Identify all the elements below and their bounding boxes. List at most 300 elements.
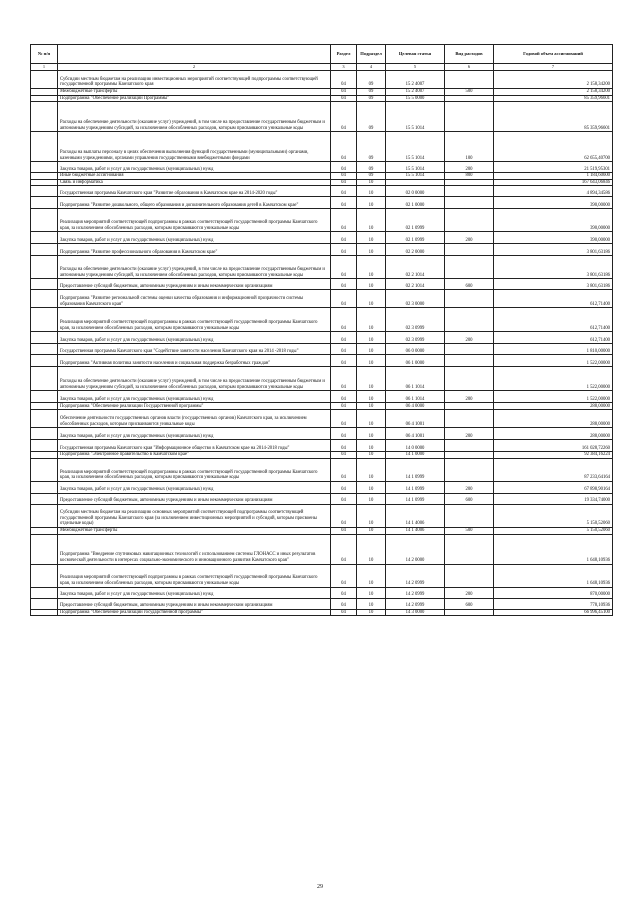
row-name: Закупка товаров, работ и услуг для государственных (муниципальных) нужд bbox=[58, 481, 331, 493]
table-row bbox=[31, 186, 613, 197]
table-row bbox=[31, 527, 613, 534]
table-row bbox=[31, 344, 613, 355]
row-name: Подпрограмма "Развитие региональной системы оценки качества образования и информационной прозрачности системы образования Камчатского края" bbox=[58, 290, 331, 308]
table-row bbox=[31, 534, 613, 564]
row-num bbox=[31, 504, 58, 527]
header-podrazdel: Подраздел bbox=[357, 45, 386, 64]
row-amount: 1 184,60600 bbox=[494, 173, 613, 180]
row-expense-type bbox=[445, 186, 494, 197]
row-num bbox=[31, 403, 58, 410]
row-expense-type bbox=[445, 71, 494, 89]
row-razdel: 04 bbox=[331, 179, 357, 186]
row-razdel: 04 bbox=[331, 95, 357, 102]
row-num bbox=[31, 197, 58, 209]
row-num bbox=[31, 452, 58, 459]
row-target-article: 02 0 0000 bbox=[386, 186, 445, 197]
row-podrazdel: 10 bbox=[357, 440, 386, 452]
row-expense-type bbox=[445, 355, 494, 367]
header-row bbox=[31, 45, 613, 64]
row-amount: 612,71400 bbox=[494, 290, 613, 308]
table-row bbox=[31, 609, 613, 616]
row-name: Государственная программа Камчатского края "Содействие занятости населения Камчатского края на 2014 -2018 годы" bbox=[58, 344, 331, 355]
row-num bbox=[31, 410, 58, 428]
table-row bbox=[31, 504, 613, 527]
row-num bbox=[31, 279, 58, 290]
row-podrazdel: 10 bbox=[357, 609, 386, 616]
row-expense-type bbox=[445, 452, 494, 459]
row-num bbox=[31, 186, 58, 197]
row-name: Подпрограмма "Обеспечение реализации Программы" bbox=[58, 95, 331, 102]
row-name: Закупка товаров, работ и услуг для государственных (муниципальных) нужд bbox=[58, 428, 331, 440]
column-number-row bbox=[31, 64, 613, 71]
row-podrazdel: 10 bbox=[357, 598, 386, 609]
row-num bbox=[31, 440, 58, 452]
column-number: 1 bbox=[31, 64, 58, 71]
row-podrazdel: 10 bbox=[357, 410, 386, 428]
row-num bbox=[31, 290, 58, 308]
row-name: Подпрограмма "Развитие дошкольного, общего образования и дополнительного образования детей в Камчатском крае" bbox=[58, 197, 331, 209]
header-target-article: Целевая статья bbox=[386, 45, 445, 64]
row-razdel: 04 bbox=[331, 355, 357, 367]
table-row bbox=[31, 102, 613, 132]
row-name: Закупка товаров, работ и услуг для государственных (муниципальных) нужд bbox=[58, 232, 331, 244]
row-razdel: 04 bbox=[331, 186, 357, 197]
row-razdel: 04 bbox=[331, 290, 357, 308]
row-name: Реализация мероприятий соответствующей подпрограммы в рамках соответствующей государственной программы Камчатского края, за исключением обособленных расходов, которым присваиваются уникальные коды bbox=[58, 458, 331, 481]
row-razdel: 04 bbox=[331, 244, 357, 256]
row-name: Реализация мероприятий соответствующей подпрограммы в рамках соответствующей государственной программы Камчатского края, за исключением обособленных расходов, которым присваиваются уникальные коды bbox=[58, 209, 331, 232]
row-podrazdel: 09 bbox=[357, 71, 386, 89]
row-name: Подпрограмма "Электронное правительство в Камчатском крае" bbox=[58, 452, 331, 459]
row-amount: 612,71400 bbox=[494, 332, 613, 344]
row-name: Предоставление субсидий бюджетным, автономным учреждениям и иным некоммерческим организациям bbox=[58, 493, 331, 504]
row-num bbox=[31, 95, 58, 102]
row-expense-type: 500 bbox=[445, 527, 494, 534]
row-name: Реализация мероприятий соответствующей подпрограммы в рамках соответствующей государственной программы Камчатского края, за исключением обособленных расходов, которым присваиваются уникальные коды bbox=[58, 308, 331, 332]
row-podrazdel: 10 bbox=[357, 355, 386, 367]
row-amount: 1 522,00000 bbox=[494, 391, 613, 403]
row-amount: 1 648,10936 bbox=[494, 534, 613, 564]
row-razdel: 04 bbox=[331, 598, 357, 609]
row-podrazdel: 09 bbox=[357, 132, 386, 162]
row-razdel: 04 bbox=[331, 410, 357, 428]
row-razdel: 04 bbox=[331, 332, 357, 344]
row-target-article: 14 1 0000 bbox=[386, 452, 445, 459]
table-row bbox=[31, 391, 613, 403]
table-body bbox=[31, 71, 613, 616]
row-expense-type bbox=[445, 534, 494, 564]
row-target-article: 02 3 0999 bbox=[386, 308, 445, 332]
table-row bbox=[31, 179, 613, 186]
row-razdel: 04 bbox=[331, 458, 357, 481]
table-row bbox=[31, 332, 613, 344]
row-num bbox=[31, 527, 58, 534]
row-expense-type: 500 bbox=[445, 89, 494, 96]
row-expense-type bbox=[445, 256, 494, 279]
row-razdel: 04 bbox=[331, 367, 357, 391]
row-name: Предоставление субсидий бюджетным, автономным учреждениям и иным некоммерческим организациям bbox=[58, 598, 331, 609]
row-razdel: 04 bbox=[331, 391, 357, 403]
row-name: Расходы на обеспечение деятельности (оказание услуг) учреждений, в том числе на предоставление государственным бюджетным и автономным учреждениям субсидий, за исключением обособленных расходов, которым присваиваются уникальные коды bbox=[58, 367, 331, 391]
row-podrazdel: 10 bbox=[357, 481, 386, 493]
row-razdel: 04 bbox=[331, 504, 357, 527]
row-name: Закупка товаров, работ и услуг для государственных (муниципальных) нужд bbox=[58, 391, 331, 403]
row-num bbox=[31, 458, 58, 481]
row-expense-type bbox=[445, 564, 494, 587]
row-expense-type bbox=[445, 308, 494, 332]
row-amount: 3 801,63186 bbox=[494, 244, 613, 256]
row-num bbox=[31, 493, 58, 504]
row-razdel: 04 bbox=[331, 481, 357, 493]
row-name: Государственная программа Камчатского края "Развитие образования в Камчатском крае на 2014-2020 годы" bbox=[58, 186, 331, 197]
row-amount: 161 028,72260 bbox=[494, 440, 613, 452]
row-num bbox=[31, 355, 58, 367]
row-name: Закупка товаров, работ и услуг для государственных (муниципальных) нужд bbox=[58, 332, 331, 344]
row-podrazdel: 10 bbox=[357, 493, 386, 504]
row-amount: 390,00000 bbox=[494, 209, 613, 232]
row-num bbox=[31, 179, 58, 186]
row-podrazdel: 10 bbox=[357, 332, 386, 344]
row-name: Межбюджетные трансферты bbox=[58, 527, 331, 534]
row-amount: 4 894,34586 bbox=[494, 186, 613, 197]
row-razdel: 04 bbox=[331, 132, 357, 162]
row-razdel: 04 bbox=[331, 308, 357, 332]
row-razdel: 04 bbox=[331, 173, 357, 180]
row-num bbox=[31, 367, 58, 391]
row-podrazdel: 10 bbox=[357, 244, 386, 256]
row-num bbox=[31, 89, 58, 96]
row-expense-type: 600 bbox=[445, 493, 494, 504]
row-target-article: 06 1 1014 bbox=[386, 367, 445, 391]
row-target-article: 14 1 0999 bbox=[386, 481, 445, 493]
table-row bbox=[31, 162, 613, 173]
row-razdel: 04 bbox=[331, 256, 357, 279]
row-amount: 87 233,64164 bbox=[494, 458, 613, 481]
row-target-article: 02 3 0000 bbox=[386, 290, 445, 308]
row-name: Расходы на обеспечение деятельности (оказание услуг) учреждений, в том числе на предоставление государственным бюджетным и автономным учреждениям субсидий, за исключением обособленных расходов, которым присваиваются уникальные коды bbox=[58, 102, 331, 132]
row-target-article bbox=[386, 179, 445, 186]
table-row bbox=[31, 209, 613, 232]
row-razdel: 04 bbox=[331, 440, 357, 452]
row-expense-type: 200 bbox=[445, 428, 494, 440]
row-name: Расходы на обеспечение деятельности (оказание услуг) учреждений, в том числе на предоставление государственным бюджетным и автономным учреждениям субсидий, за исключением обособленных расходов, которым присваиваются уникальные коды bbox=[58, 256, 331, 279]
row-num bbox=[31, 232, 58, 244]
row-expense-type bbox=[445, 95, 494, 102]
row-podrazdel: 10 bbox=[357, 186, 386, 197]
row-expense-type: 600 bbox=[445, 598, 494, 609]
row-amount: 85 359,96601 bbox=[494, 102, 613, 132]
row-target-article: 06 0 0000 bbox=[386, 344, 445, 355]
row-expense-type bbox=[445, 367, 494, 391]
row-expense-type bbox=[445, 440, 494, 452]
row-podrazdel: 10 bbox=[357, 367, 386, 391]
row-amount: 85 359,96601 bbox=[494, 95, 613, 102]
row-podrazdel: 09 bbox=[357, 89, 386, 96]
row-razdel: 04 bbox=[331, 71, 357, 89]
row-podrazdel: 09 bbox=[357, 102, 386, 132]
row-amount: 67 898,90164 bbox=[494, 481, 613, 493]
header-razdel: Раздел bbox=[331, 45, 357, 64]
row-amount: 5 150,52060 bbox=[494, 504, 613, 527]
table-row bbox=[31, 587, 613, 598]
page-number: 29 bbox=[317, 884, 323, 890]
row-razdel: 04 bbox=[331, 197, 357, 209]
row-podrazdel: 10 bbox=[357, 391, 386, 403]
table-row bbox=[31, 132, 613, 162]
row-podrazdel: 10 bbox=[357, 344, 386, 355]
row-name: Связь и информатика bbox=[58, 179, 331, 186]
row-expense-type bbox=[445, 102, 494, 132]
row-amount: 2 158,34200 bbox=[494, 71, 613, 89]
table-row bbox=[31, 458, 613, 481]
row-num bbox=[31, 481, 58, 493]
row-name: Закупка товаров, работ и услуг для государственных (муниципальных) нужд bbox=[58, 162, 331, 173]
row-podrazdel: 10 bbox=[357, 279, 386, 290]
table-row bbox=[31, 564, 613, 587]
row-target-article: 02 1 0999 bbox=[386, 209, 445, 232]
row-amount: 167 643,06846 bbox=[494, 179, 613, 186]
row-expense-type bbox=[445, 179, 494, 186]
row-name: Обеспечение деятельности государственных органов власти (государственных органов) Камчатского края, за исключением обособленных расходов, которым присваиваются уникальные коды bbox=[58, 410, 331, 428]
table-row bbox=[31, 290, 613, 308]
row-podrazdel: 10 bbox=[357, 290, 386, 308]
table-row bbox=[31, 355, 613, 367]
header-annual-amount: Годовой объем ассигнований bbox=[494, 45, 613, 64]
row-target-article: 14 1 0999 bbox=[386, 493, 445, 504]
row-podrazdel: 10 bbox=[357, 232, 386, 244]
table-row bbox=[31, 173, 613, 180]
row-target-article: 15 2 4007 bbox=[386, 71, 445, 89]
table-row bbox=[31, 403, 613, 410]
row-razdel: 04 bbox=[331, 279, 357, 290]
column-number: 7 bbox=[494, 64, 613, 71]
row-target-article: 14 0 0000 bbox=[386, 440, 445, 452]
row-target-article: 06 1 1014 bbox=[386, 391, 445, 403]
row-podrazdel: 09 bbox=[357, 162, 386, 173]
table-row bbox=[31, 197, 613, 209]
header-name bbox=[58, 45, 331, 64]
row-num bbox=[31, 256, 58, 279]
row-num bbox=[31, 244, 58, 256]
row-expense-type: 100 bbox=[445, 132, 494, 162]
row-amount: 390,00000 bbox=[494, 232, 613, 244]
header-num: № п/п bbox=[31, 45, 58, 64]
row-amount: 612,71400 bbox=[494, 308, 613, 332]
row-razdel: 04 bbox=[331, 102, 357, 132]
row-target-article: 15 5 1014 bbox=[386, 173, 445, 180]
row-num bbox=[31, 332, 58, 344]
row-num bbox=[31, 428, 58, 440]
row-amount: 390,00000 bbox=[494, 197, 613, 209]
row-podrazdel: 10 bbox=[357, 587, 386, 598]
row-podrazdel: 10 bbox=[357, 209, 386, 232]
row-target-article: 06 4 0000 bbox=[386, 403, 445, 410]
row-amount: 288,00000 bbox=[494, 403, 613, 410]
row-razdel: 04 bbox=[331, 493, 357, 504]
row-num bbox=[31, 209, 58, 232]
row-num bbox=[31, 534, 58, 564]
row-num bbox=[31, 391, 58, 403]
row-target-article: 15 2 4007 bbox=[386, 89, 445, 96]
table-row bbox=[31, 367, 613, 391]
row-expense-type bbox=[445, 504, 494, 527]
row-expense-type: 200 bbox=[445, 332, 494, 344]
row-target-article: 02 3 0999 bbox=[386, 332, 445, 344]
row-razdel: 04 bbox=[331, 344, 357, 355]
row-podrazdel: 10 bbox=[357, 197, 386, 209]
column-number: 3 bbox=[331, 64, 357, 71]
row-razdel: 04 bbox=[331, 209, 357, 232]
budget-table bbox=[30, 44, 613, 616]
row-amount: 1 522,00000 bbox=[494, 367, 613, 391]
row-num bbox=[31, 598, 58, 609]
table-row bbox=[31, 232, 613, 244]
row-expense-type: 200 bbox=[445, 232, 494, 244]
row-num bbox=[31, 344, 58, 355]
table-row bbox=[31, 95, 613, 102]
row-amount: 19 334,74000 bbox=[494, 493, 613, 504]
row-target-article: 14 2 0000 bbox=[386, 534, 445, 564]
row-num bbox=[31, 609, 58, 616]
row-razdel: 04 bbox=[331, 232, 357, 244]
table-row bbox=[31, 493, 613, 504]
row-expense-type bbox=[445, 609, 494, 616]
row-name: Реализация мероприятий соответствующей подпрограммы в рамках соответствующей государственной программы Камчатского края, за исключением обособленных расходов, которым присваиваются уникальные коды bbox=[58, 564, 331, 587]
row-target-article: 14 2 0999 bbox=[386, 587, 445, 598]
row-expense-type bbox=[445, 403, 494, 410]
row-target-article: 02 2 1014 bbox=[386, 256, 445, 279]
row-num bbox=[31, 132, 58, 162]
row-target-article: 06 4 1001 bbox=[386, 410, 445, 428]
row-amount: 1 648,10936 bbox=[494, 564, 613, 587]
row-expense-type bbox=[445, 209, 494, 232]
table-row bbox=[31, 279, 613, 290]
row-target-article: 06 1 0000 bbox=[386, 355, 445, 367]
row-razdel: 04 bbox=[331, 609, 357, 616]
row-name: Подпрограмма "Развитие профессионального образования в Камчатском крае" bbox=[58, 244, 331, 256]
row-name: Предоставление субсидий бюджетным, автономным учреждениям и иным некоммерческим организациям bbox=[58, 279, 331, 290]
row-amount: 92 384,16224 bbox=[494, 452, 613, 459]
row-name: Закупка товаров, работ и услуг для государственных (муниципальных) нужд bbox=[58, 587, 331, 598]
row-amount: 3 801,63186 bbox=[494, 256, 613, 279]
row-amount: 1 810,00000 bbox=[494, 344, 613, 355]
row-razdel: 04 bbox=[331, 527, 357, 534]
row-podrazdel: 10 bbox=[357, 308, 386, 332]
row-amount: 62 655,40700 bbox=[494, 132, 613, 162]
table-row bbox=[31, 308, 613, 332]
row-num bbox=[31, 587, 58, 598]
table-row bbox=[31, 89, 613, 96]
row-name: Субсидии местным бюджетам на реализацию основных мероприятий соответствующей подпрограммы соответствующей государственной программы Камчатского края (за исключением инвестиционных мероприятий и субсидий, которым присвоены отдельные коды) bbox=[58, 504, 331, 527]
row-razdel: 04 bbox=[331, 428, 357, 440]
row-expense-type bbox=[445, 410, 494, 428]
row-target-article: 02 2 0000 bbox=[386, 244, 445, 256]
row-target-article: 15 5 1014 bbox=[386, 102, 445, 132]
row-num bbox=[31, 564, 58, 587]
row-name: Подпрограмма "Обеспечение реализации Государственной программы" bbox=[58, 403, 331, 410]
row-target-article: 14 1 4006 bbox=[386, 527, 445, 534]
row-amount: 870,00000 bbox=[494, 587, 613, 598]
row-podrazdel: 09 bbox=[357, 173, 386, 180]
row-expense-type: 200 bbox=[445, 391, 494, 403]
row-expense-type bbox=[445, 458, 494, 481]
table-row bbox=[31, 71, 613, 89]
row-amount: 66 996,45100 bbox=[494, 609, 613, 616]
row-name: Субсидии местным бюджетам на реализацию инвестиционных мероприятий соответствующей подпрограммы соответствующей государственной программы Камчатского края bbox=[58, 71, 331, 89]
row-razdel: 04 bbox=[331, 587, 357, 598]
row-razdel: 04 bbox=[331, 89, 357, 96]
row-name: Иные бюджетные ассигнования bbox=[58, 173, 331, 180]
row-razdel: 04 bbox=[331, 564, 357, 587]
row-amount: 778,10936 bbox=[494, 598, 613, 609]
row-expense-type: 200 bbox=[445, 481, 494, 493]
row-name: Государственная программа Камчатского края "Информационное общество в Камчатском крае на 2014-2018 годы" bbox=[58, 440, 331, 452]
table-row bbox=[31, 428, 613, 440]
table-row bbox=[31, 452, 613, 459]
row-razdel: 04 bbox=[331, 403, 357, 410]
row-target-article: 15 5 0000 bbox=[386, 95, 445, 102]
row-amount: 2 158,34200 bbox=[494, 89, 613, 96]
row-amount: 21 519,95301 bbox=[494, 162, 613, 173]
row-podrazdel: 10 bbox=[357, 458, 386, 481]
row-name: Расходы на выплаты персоналу в целях обеспечения выполнения функций государственными (муниципальными) органами, казенными учреждениями, органами управления государственными внебюджетными фондами bbox=[58, 132, 331, 162]
table-row bbox=[31, 440, 613, 452]
row-podrazdel: 10 bbox=[357, 179, 386, 186]
row-target-article: 14 2 0999 bbox=[386, 564, 445, 587]
row-expense-type bbox=[445, 344, 494, 355]
row-expense-type: 800 bbox=[445, 173, 494, 180]
row-podrazdel: 10 bbox=[357, 403, 386, 410]
row-name: Подпрограмма "Внедрение спутниковых навигационных технологий с использованием системы ГЛОНАСС и иных результатов космической деятельности в интересах социально-экономического и инновационного развития Камчатского края" bbox=[58, 534, 331, 564]
row-target-article: 14 2 0999 bbox=[386, 598, 445, 609]
row-num bbox=[31, 162, 58, 173]
row-podrazdel: 10 bbox=[357, 527, 386, 534]
row-target-article: 06 4 1001 bbox=[386, 428, 445, 440]
row-podrazdel: 10 bbox=[357, 504, 386, 527]
table-row bbox=[31, 410, 613, 428]
row-expense-type: 200 bbox=[445, 587, 494, 598]
row-num bbox=[31, 308, 58, 332]
row-expense-type bbox=[445, 290, 494, 308]
row-name: Межбюджетные трансферты bbox=[58, 89, 331, 96]
row-target-article: 14 1 0999 bbox=[386, 458, 445, 481]
table-row bbox=[31, 256, 613, 279]
row-amount: 5 150,52060 bbox=[494, 527, 613, 534]
row-amount: 3 801,63186 bbox=[494, 279, 613, 290]
table-row bbox=[31, 244, 613, 256]
row-target-article: 15 5 1014 bbox=[386, 162, 445, 173]
row-name: Подпрограмма "Обеспечение реализации государственной программы" bbox=[58, 609, 331, 616]
row-expense-type bbox=[445, 197, 494, 209]
row-name: Подпрограмма "Активная политика занятости населения и социальная поддержка безработных граждан" bbox=[58, 355, 331, 367]
row-podrazdel: 10 bbox=[357, 564, 386, 587]
row-amount: 1 522,00000 bbox=[494, 355, 613, 367]
header-expense-type: Вид расходов bbox=[445, 45, 494, 64]
column-number: 6 bbox=[445, 64, 494, 71]
row-target-article: 15 5 1014 bbox=[386, 132, 445, 162]
row-podrazdel: 09 bbox=[357, 95, 386, 102]
row-target-article: 14 3 0000 bbox=[386, 609, 445, 616]
row-razdel: 04 bbox=[331, 162, 357, 173]
row-amount: 288,00000 bbox=[494, 410, 613, 428]
column-number: 4 bbox=[357, 64, 386, 71]
row-num bbox=[31, 71, 58, 89]
row-expense-type: 600 bbox=[445, 279, 494, 290]
table-row bbox=[31, 481, 613, 493]
row-num bbox=[31, 102, 58, 132]
row-target-article: 02 1 0000 bbox=[386, 197, 445, 209]
row-num bbox=[31, 173, 58, 180]
